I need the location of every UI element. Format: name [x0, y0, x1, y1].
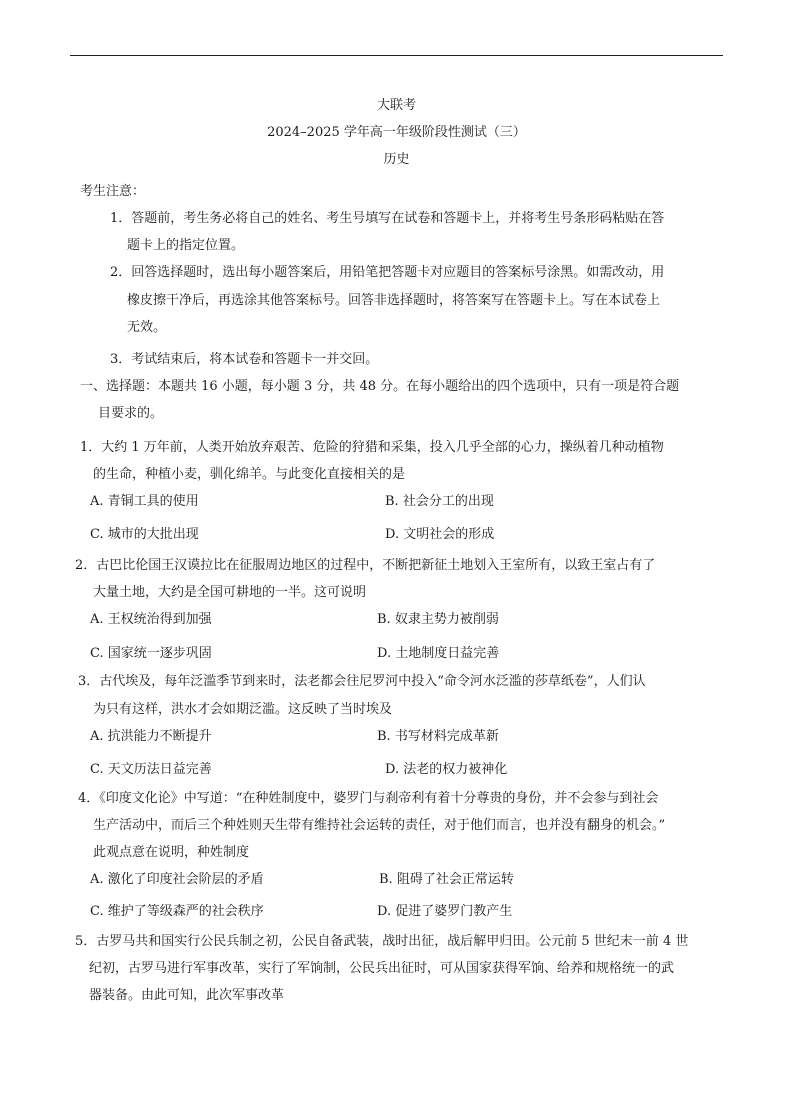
question-1-line-2: 的生命，种植小麦，驯化绵羊。与此变化直接相关的是 [93, 467, 406, 482]
question-5-line-2: 纪初，古罗马进行军事改革，实行了军饷制，公民兵出征时，可从国家获得军饷、给养和规格统一的武 [89, 961, 675, 976]
exam-name: 大联考 [376, 98, 416, 113]
question-2-option-c: C. 国家统一逐步巩固 [90, 646, 212, 661]
question-2-option-d: D. 土地制度日益完善 [377, 646, 500, 661]
question-2-line-1: 2．古巴比伦国王汉谟拉比在征服周边地区的过程中，不断把新征土地划入王室所有，以致王室占有了 [75, 558, 656, 573]
question-4-option-c: C. 维护了等级森严的社会秩序 [90, 904, 264, 919]
question-2-line-2: 大量土地，大约是全国可耕地的一半。这可说明 [93, 585, 367, 600]
question-1-option-d: D. 文明社会的形成 [385, 527, 495, 542]
question-5-line-1: 5．古罗马共和国实行公民兵制之初，公民自备武装，战时出征，战后解甲归田。公元前 5 世纪末一前 4 世 [75, 934, 689, 949]
question-4-option-b: B. 阻碍了社会正常运转 [379, 872, 514, 887]
section-1-line-1: 一、选择题：本题共 16 小题，每小题 3 分，共 48 分。在每小题给出的四个选项中，只有一项是符合题 [80, 379, 680, 394]
notice-item-3: 3．考试结束后，将本试卷和答题卡一并交回。 [110, 352, 379, 367]
exam-subtitle: 2024–2025 学年高一年级阶段性测试（三） [267, 125, 526, 140]
question-4-option-d: D. 促进了婆罗门教产生 [377, 904, 513, 919]
question-4-option-a: A. 激化了印度社会阶层的矛盾 [90, 872, 264, 887]
notice-item-2-line-2: 橡皮擦干净后，再选涂其他答案标号。回答非选择题时，将答案写在答题卡上。写在本试卷上 [127, 293, 661, 308]
question-3-option-b: B. 书写材料完成革新 [377, 729, 499, 744]
notice-item-1-line-2: 题卡上的指定位置。 [127, 238, 245, 253]
question-5-line-3: 器装备。由此可知，此次军事改革 [89, 988, 285, 1003]
question-1-option-a: A. 青铜工具的使用 [90, 494, 199, 509]
question-3-line-2: 为只有这样，洪水才会如期泛滥。这反映了当时埃及 [93, 702, 393, 717]
question-3-option-d: D. 法老的权力被神化 [385, 762, 508, 777]
question-3-option-a: A. 抗洪能力不断提升 [90, 729, 212, 744]
subject-title: 历史 [383, 152, 410, 167]
question-1-option-b: B. 社会分工的出现 [385, 494, 494, 509]
question-4-line-3: 此观点意在说明，种姓制度 [93, 845, 250, 860]
notice-item-2-line-3: 无效。 [127, 320, 167, 335]
question-4-line-2: 生产活动中，而后三个种姓则天生带有维持社会运转的责任，对于他们而言，也并没有翻身的机会。” [93, 818, 666, 833]
section-1-line-2: 目要求的。 [98, 406, 164, 421]
question-1-line-1: 1．大约 1 万年前，人类开始放弃艰苦、危险的狩猎和采集，投入几乎全部的心力，操纵着几种动植物 [80, 440, 664, 455]
question-2-option-a: A. 王权统治得到加强 [90, 612, 212, 627]
top-rule [70, 55, 723, 56]
question-1-option-c: C. 城市的大批出现 [90, 527, 199, 542]
notice-item-2-line-1: 2．回答选择题时，选出每小题答案后，用铅笔把答题卡对应题目的答案标号涂黑。如需改动，用 [110, 265, 665, 280]
question-2-option-b: B. 奴隶主势力被削弱 [377, 612, 499, 627]
question-3-option-c: C. 天文历法日益完善 [90, 762, 212, 777]
question-3-line-1: 3．古代埃及，每年泛滥季节到来时，法老都会往尼罗河中投入“命令河水泛滥的莎草纸卷”，人们认 [78, 674, 646, 689]
notice-item-1-line-1: 1．答题前，考生务必将自己的姓名、考生号填写在试卷和答题卡上，并将考生号条形码粘贴在答 [110, 211, 665, 226]
question-4-line-1: 4．《印度文化论》中写道：“在种姓制度中，婆罗门与刹帝利有着十分尊贵的身份，并不会参与到社会 [78, 791, 659, 806]
notice-title: 考生注意： [80, 184, 146, 199]
